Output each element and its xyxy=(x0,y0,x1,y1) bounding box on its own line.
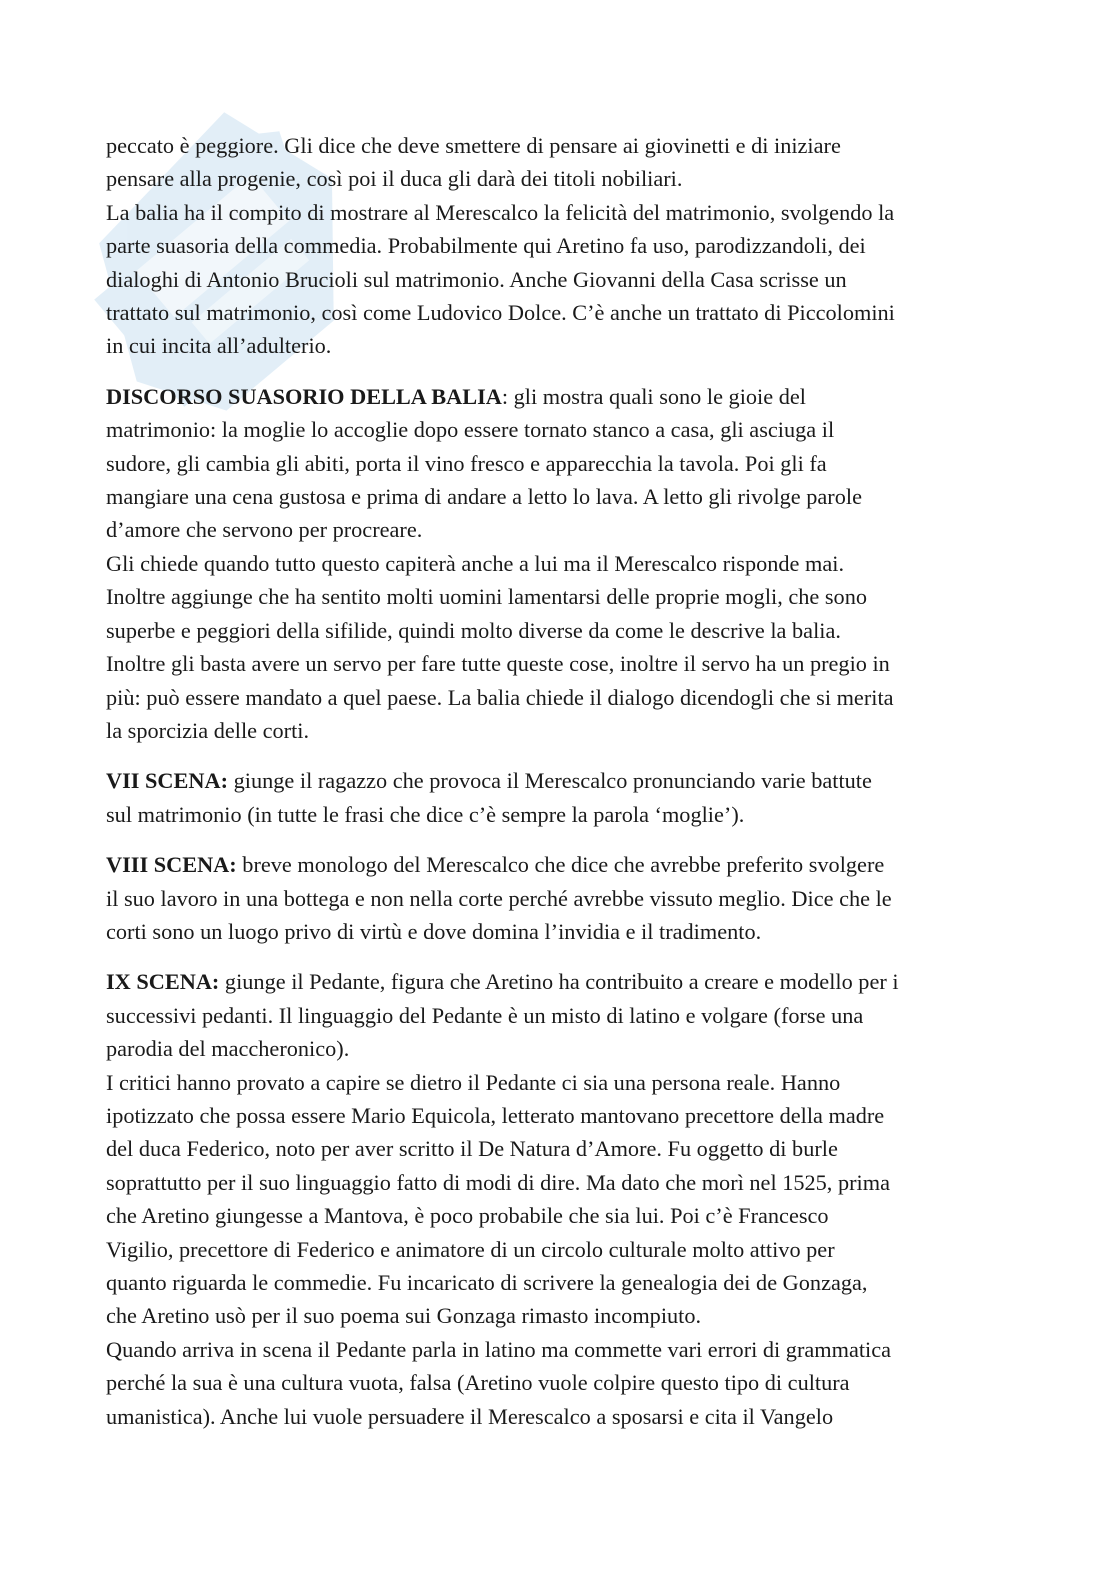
text-line: in cui incita all’adulterio. xyxy=(106,333,332,359)
text-line: il suo lavoro in una bottega e non nella corte perché avrebbe vissuto meglio. Dice che le xyxy=(106,885,892,911)
text-line: Inoltre gli basta avere un servo per fare tutte queste cose, inoltre il servo ha un pregio in xyxy=(106,651,890,677)
text-line: perché la sua è una cultura vuota, falsa (Aretino vuole colpire questo tipo di cultura xyxy=(106,1370,850,1396)
text-line: sudore, gli cambia gli abiti, porta il vino fresco e apparecchia la tavola. Poi gli fa xyxy=(106,450,827,476)
text-line: Gli chiede quando tutto questo capiterà anche a lui ma il Merescalco risponde mai. xyxy=(106,550,845,576)
text-line: sul matrimonio (in tutte le frasi che dice c’è sempre la parola ‘moglie’). xyxy=(106,801,745,827)
text-line: I critici hanno provato a capire se dietro il Pedante ci sia una persona reale. Hanno xyxy=(106,1069,841,1095)
text-line: corti sono un luogo privo di virtù e dove domina l’invidia e il tradimento. xyxy=(106,918,762,944)
paragraph xyxy=(106,764,1006,831)
text-line: che Aretino usò per il suo poema sui Gonzaga rimasto incompiuto. xyxy=(106,1303,702,1329)
text-line: trattato sul matrimonio, così come Ludovico Dolce. C’è anche un trattato di Piccolomini xyxy=(106,300,895,326)
section-heading: VIII SCENA: xyxy=(106,852,237,878)
text-line: la sporcizia delle corti. xyxy=(106,717,310,743)
text-line: soprattutto per il suo linguaggio fatto di modi di dire. Ma dato che morì nel 1525, prima xyxy=(106,1169,890,1195)
section-heading-rest: giunge il ragazzo che provoca il Merescalco pronunciando varie battute xyxy=(228,768,872,794)
paragraph-first-line xyxy=(106,848,1006,881)
paragraph xyxy=(106,380,1006,747)
document-body xyxy=(106,129,1006,1433)
text-line: dialoghi di Antonio Brucioli sul matrimonio. Anche Giovanni della Casa scrisse un xyxy=(106,266,847,292)
section-heading: IX SCENA: xyxy=(106,969,220,995)
text-line: successivi pedanti. Il linguaggio del Pedante è un misto di latino e volgare (forse una xyxy=(106,1002,864,1028)
text-line: Inoltre aggiunge che ha sentito molti uomini lamentarsi delle proprie mogli, che sono xyxy=(106,584,868,610)
text-line: mangiare una cena gustosa e prima di andare a letto lo lava. A letto gli rivolge parole xyxy=(106,484,862,510)
text-line: del duca Federico, noto per aver scritto il De Natura d’Amore. Fu oggetto di burle xyxy=(106,1136,838,1162)
text-line: più: può essere mandato a quel paese. La balia chiede il dialogo dicendogli che si merita xyxy=(106,684,894,710)
text-line: matrimonio: la moglie lo accoglie dopo essere tornato stanco a casa, gli asciuga il xyxy=(106,417,835,443)
text-line: pensare alla progenie, così poi il duca gli darà dei titoli nobiliari. xyxy=(106,166,683,192)
text-line: d’amore che servono per procreare. xyxy=(106,517,423,543)
text-line: umanistica). Anche lui vuole persuadere il Merescalco a sposarsi e cita il Vangelo xyxy=(106,1403,834,1429)
section-heading: DISCORSO SUASORIO DELLA BALIA xyxy=(106,383,502,409)
text-line: superbe e peggiori della sifilide, quindi molto diverse da come le descrive la balia. xyxy=(106,617,841,643)
text-line: parodia del maccheronico). xyxy=(106,1036,350,1062)
section-heading-rest: : gli mostra quali sono le gioie del xyxy=(501,383,806,409)
paragraph xyxy=(106,129,1006,363)
section-heading: VII SCENA: xyxy=(106,768,229,794)
text-line: quanto riguarda le commedie. Fu incaricato di scrivere la genealogia dei de Gonzaga, xyxy=(106,1270,868,1295)
text-line: La balia ha il compito di mostrare al Merescalco la felicità del matrimonio, svolgendo la xyxy=(106,199,895,225)
text-line: peccato è peggiore. Gli dice che deve smettere di pensare ai giovinetti e di iniziare xyxy=(106,133,841,158)
paragraph-first-line xyxy=(106,965,1006,998)
text-line: Quando arriva in scena il Pedante parla in latino ma commette vari errori di grammatica xyxy=(106,1336,892,1362)
text-line: che Aretino giungesse a Mantova, è poco probabile che sia lui. Poi c’è Francesco xyxy=(106,1203,829,1229)
paragraph xyxy=(106,965,1006,1433)
paragraph xyxy=(106,848,1006,948)
text-line: Vigilio, precettore di Federico e animatore di un circolo culturale molto attivo per xyxy=(106,1236,835,1262)
text-line: parte suasoria della commedia. Probabilmente qui Aretino fa uso, parodizzandoli, dei xyxy=(106,233,866,259)
paragraph-first-line xyxy=(106,764,1006,797)
text-line: ipotizzato che possa essere Mario Equicola, letterato mantovano precettore della madre xyxy=(106,1102,885,1128)
paragraph-first-line xyxy=(106,380,1006,413)
section-heading-rest: breve monologo del Merescalco che dice che avrebbe preferito svolgere xyxy=(236,852,885,878)
section-heading-rest: giunge il Pedante, figura che Aretino ha contribuito a creare e modello per i xyxy=(219,969,899,995)
